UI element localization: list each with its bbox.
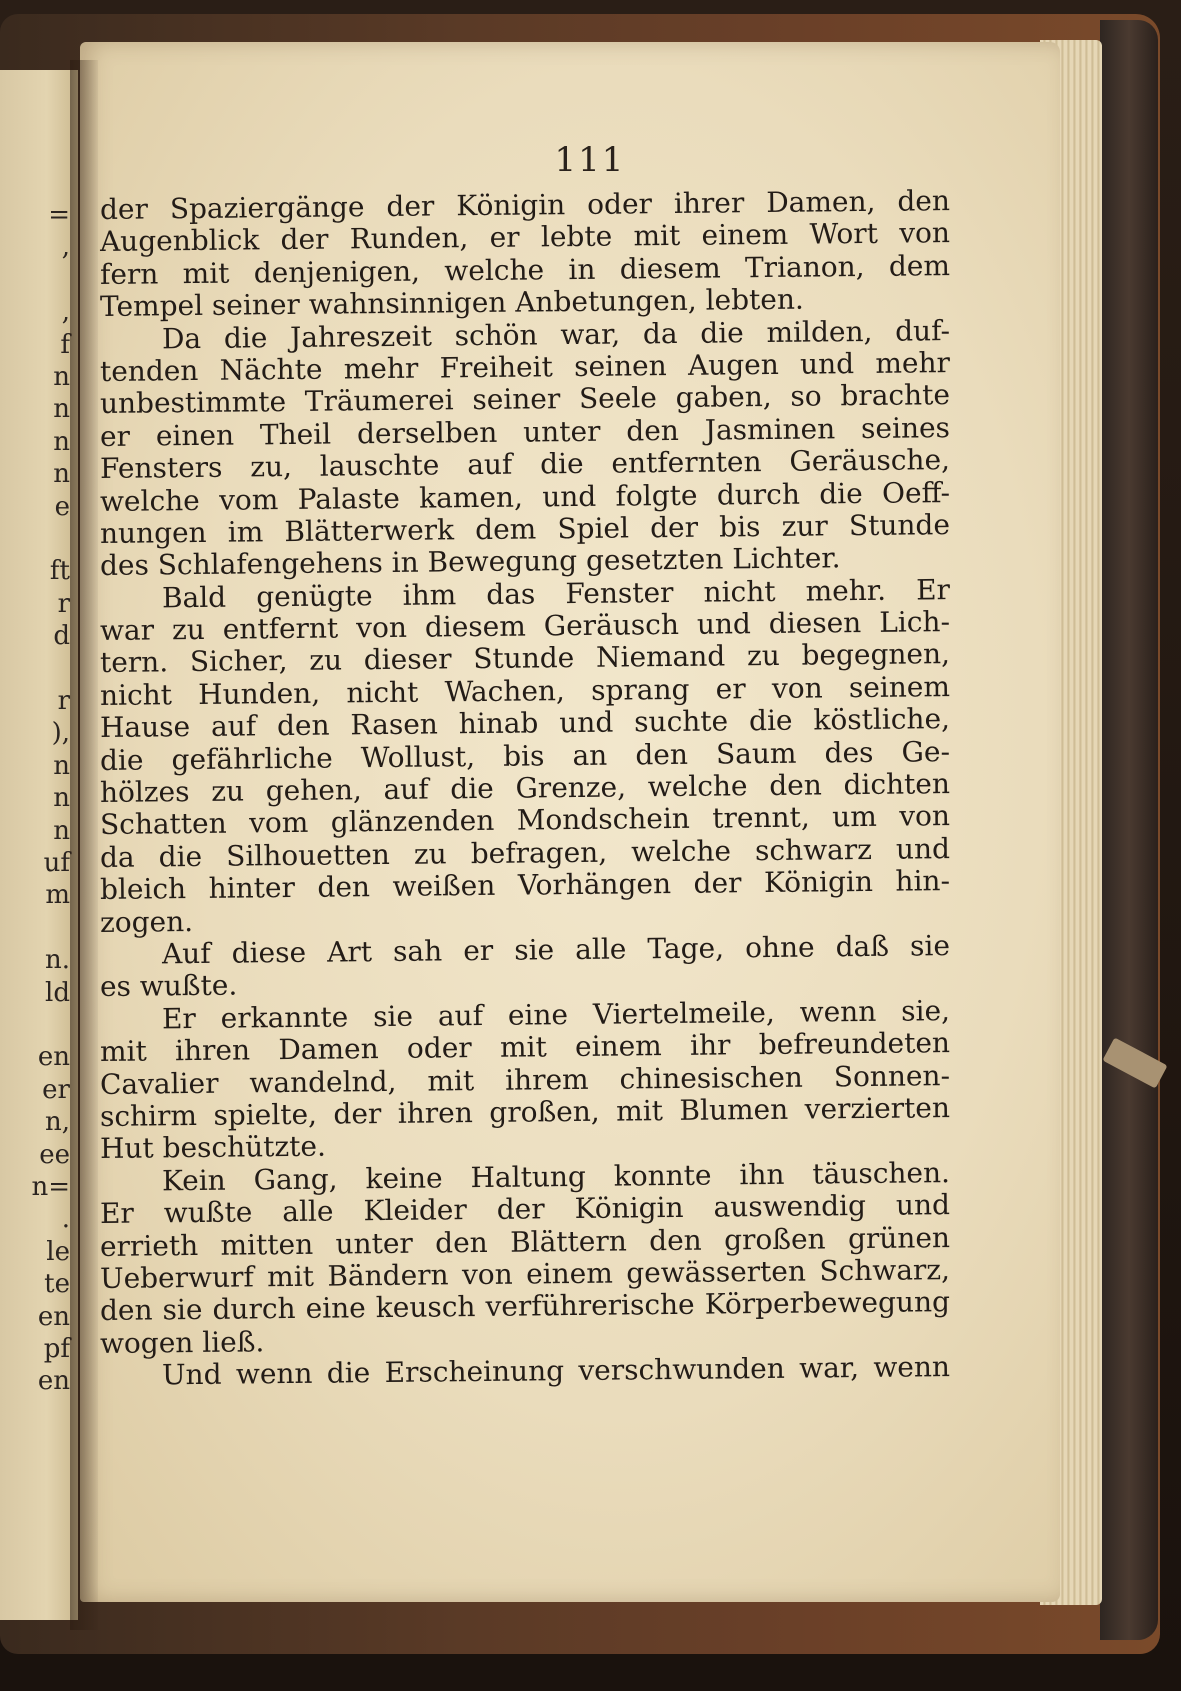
- left-page-fragment: [0, 70, 78, 1620]
- left-page-line-end: n,: [44, 1107, 70, 1138]
- left-page-line-end: f: [60, 329, 70, 360]
- text-line: hölzes zu gehen, auf die Grenze, welche den dichten: [99, 767, 951, 810]
- text-line: unbestimmte Träumerei seiner Seele gaben, so brachte: [99, 378, 951, 421]
- text-line: welche vom Palaste kamen, und folgte durch die Oeff-: [99, 475, 951, 518]
- left-page-line-end: ,: [61, 232, 70, 263]
- left-page-line-end: e: [54, 491, 70, 522]
- book-cover-edge: [1100, 20, 1158, 1640]
- text-line: Und wenn die Erscheinung verschwunden war, wenn: [161, 1350, 951, 1392]
- left-page-line-end: =: [48, 200, 70, 230]
- text-line: Tempel seiner wahnsinnigen Anbetungen, lebten.: [99, 282, 804, 324]
- book-gutter-shadow: [70, 60, 98, 1630]
- page-body-text: [99, 184, 951, 1392]
- text-line: errieth mitten unter den Blättern den großen grünen: [99, 1220, 951, 1263]
- text-line: war zu entfernt von diesem Geräusch und diesen Lich-: [99, 605, 951, 648]
- text-line: Fensters zu, lauschte auf die entfernten Geräusche,: [99, 443, 951, 486]
- left-page-line-end: n: [53, 426, 70, 457]
- left-page-line-end: pf: [43, 1334, 70, 1364]
- text-line: er einen Theil derselben unter den Jasminen seines: [99, 410, 951, 453]
- left-page-line-end: en: [37, 1301, 70, 1332]
- text-line: Cavalier wandelnd, mit ihrem chinesischen Sonnen-: [99, 1058, 951, 1101]
- text-line: Bald genügte ihm das Fenster nicht mehr. Er: [161, 572, 951, 615]
- left-page-line-end: en: [37, 1042, 70, 1073]
- left-page-line-end: ),: [51, 718, 70, 749]
- text-line: Auf diese Art sah er sie alle Tage, ohne daß sie: [161, 929, 951, 971]
- text-line: schirm spielte, der ihren großen, mit Blumen verzierten: [99, 1091, 951, 1133]
- text-line: es wußte.: [99, 968, 238, 1004]
- left-page-line-end: n: [53, 815, 70, 846]
- left-page-line-end: ld: [45, 977, 70, 1008]
- text-line: wogen ließ.: [99, 1324, 265, 1360]
- text-line: nungen im Blätterwerk dem Spiel der bis zur Stunde: [99, 508, 951, 550]
- left-page-line-end: r: [57, 588, 70, 619]
- left-page-line-end: ee: [39, 1139, 70, 1170]
- text-line: die gefährliche Wollust, bis an den Saum des Ge-: [99, 734, 951, 777]
- text-line: tern. Sicher, zu dieser Stunde Niemand zu begegnen,: [99, 637, 951, 680]
- text-line: zogen.: [99, 904, 194, 939]
- left-page-line-end: m: [45, 880, 70, 911]
- left-page-line-end: .: [61, 1204, 70, 1235]
- left-page-line-end: er: [42, 1074, 70, 1105]
- left-page-line-end: n.: [44, 945, 70, 976]
- text-line: den sie durch eine keusch verführerische Körperbewegung: [99, 1285, 951, 1328]
- left-page-line-end: d: [53, 621, 70, 652]
- text-line: tenden Nächte mehr Freiheit seinen Augen und mehr: [99, 346, 951, 388]
- left-page-line-end: n=: [31, 1172, 70, 1202]
- text-line: Da die Jahreszeit schön war, da die milden, duf-: [161, 313, 951, 355]
- text-line: des Schlafengehens in Bewegung gesetzten Lichter.: [99, 541, 841, 583]
- book-page: [80, 42, 1060, 1602]
- left-page-line-end: uf: [43, 848, 70, 878]
- text-line: bleich hinter den weißen Vorhängen der Königin hin-: [99, 864, 951, 907]
- text-line: der Spaziergänge der Königin oder ihrer Damen, den: [99, 184, 951, 226]
- left-page-line-end: ft: [49, 556, 70, 587]
- text-line: mit ihren Damen oder mit einem ihr befreundeten: [99, 1026, 951, 1069]
- left-page-line-end: n: [53, 459, 70, 490]
- left-page-line-end: le: [46, 1236, 70, 1267]
- text-line: Ueberwurf mit Bändern von einem gewässerten Schwarz,: [99, 1252, 951, 1295]
- text-line: Hut beschützte.: [99, 1129, 327, 1166]
- left-page-line-end: n: [53, 394, 70, 425]
- text-line: fern mit denjenigen, welche in diesem Trianon, dem: [99, 248, 951, 291]
- left-page-line-end: r: [57, 686, 70, 716]
- left-page-line-end: n: [53, 750, 70, 781]
- left-page-line-end: n: [53, 362, 70, 392]
- text-line: Augenblick der Runden, er lebte mit einem Wort von: [99, 216, 951, 259]
- left-page-line-end: n: [53, 783, 70, 814]
- text-line: Kein Gang, keine Haltung konnte ihn täuschen.: [161, 1155, 951, 1198]
- text-line: Er erkannte sie auf eine Viertelmeile, wenn sie,: [161, 993, 951, 1036]
- left-page-line-end: en: [37, 1366, 70, 1397]
- left-page-line-end: ,: [61, 297, 70, 328]
- text-line: nicht Hunden, nicht Wachen, sprang er von seinem: [99, 669, 951, 712]
- text-line: da die Silhouetten zu befragen, welche schwarz und: [99, 831, 951, 874]
- text-line: Er wußte alle Kleider der Königin auswendig und: [99, 1188, 951, 1231]
- left-page-line-end: te: [44, 1269, 70, 1300]
- text-line: Schatten vom glänzenden Mondschein trennt, um von: [99, 799, 951, 842]
- page-number: 111: [554, 140, 626, 180]
- text-line: Hause auf den Rasen hinab und suchte die köstliche,: [99, 702, 951, 745]
